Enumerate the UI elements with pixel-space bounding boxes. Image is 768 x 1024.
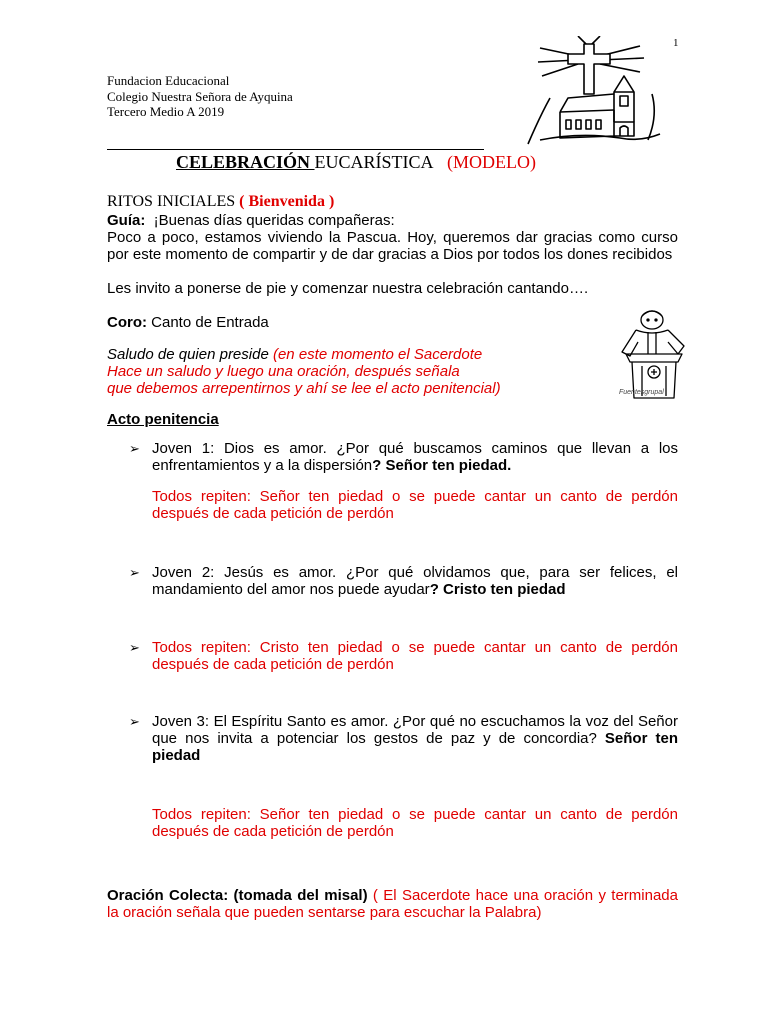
page-number: 1 [673,37,679,49]
coro-label: Coro: [107,314,147,331]
ritos-paragraph-2: Les invito a ponerse de pie y comenzar nuestra celebración cantando…. [107,280,589,297]
header-line-3: Tercero Medio A 2019 [107,104,225,119]
title-part-1: CELEBRACIÓN [176,152,315,172]
joven-3-bold: Señor ten piedad [152,730,679,764]
joven-2 [152,564,678,598]
oracion-colecta [107,887,678,921]
joven-1 [152,440,678,474]
title-part-3: (MODELO) [447,152,537,172]
title-part-2: EUCARÍSTICA [314,152,434,172]
section-heading-ritos [107,193,334,211]
oracion-bold: Oración Colecta: (tomada del misal) [107,887,368,904]
guia-line [107,212,677,229]
header-line-2: Colegio Nuestra Señora de Ayquina [107,89,293,104]
bullet-arrow-icon: ➢ [129,640,140,655]
page-title [176,152,536,173]
joven-3-text: Joven 3: El Espíritu Santo es amor. ¿Por qué no escuchamos la voz del Señor que nos invita a potenciar los gestos de paz y de concordia? [152,713,678,747]
bullet-arrow-icon: ➢ [129,441,140,456]
acto-heading: Acto penitencia [107,411,219,428]
coro-line [107,314,269,331]
header-divider [107,149,484,150]
saludo-red-2: Hace un saludo y luego una oración, después señala [107,363,460,380]
response-1: Todos repiten: Señor ten piedad o se puede cantar un canto de perdón después de cada petición de perdón [152,488,678,522]
oracion-red: ( El Sacerdote hace una oración y terminada la oración señala que pueden sentarse para escuchar la Palabra) [107,887,678,921]
joven-2-text: Joven 2: Jesús es amor. ¿Por qué olvidamos que, para ser felices, el mandamiento del amor nos puede ayudar [152,564,678,598]
church-illustration [520,36,670,148]
saludo-block [107,346,627,397]
joven-3 [152,713,678,764]
guia-label: Guía: [107,212,146,229]
ritos-paragraph-1: Poco a poco, estamos viviendo la Pascua. Hoy, queremos dar gracias como curso por este momento de compartir y de dar gracias a Dios por todos los dones recibidos [107,229,678,263]
saludo-red-1: (en este momento el Sacerdote [272,346,483,363]
guia-text: ¡Buenas días queridas compañeras: [145,212,395,229]
priest-caption: Fuentesgrupal [619,389,664,396]
ritos-heading: RITOS INICIALES [107,193,240,210]
saludo-black: Saludo de quien preside [107,346,273,363]
response-2: Todos repiten: Cristo ten piedad o se puede cantar un canto de perdón después de cada petición de perdón [152,639,678,673]
saludo-red-3: que debemos arrepentirnos y ahí se lee el acto penitencial) [107,380,501,397]
joven-1-text: Joven 1: Dios es amor. ¿Por qué buscamos caminos que llevan a los enfrentamientos y a la dispersión [152,440,678,474]
response-3: Todos repiten: Señor ten piedad o se puede cantar un canto de perdón después de cada petición de perdón [152,806,678,840]
bullet-arrow-icon: ➢ [129,565,140,580]
bullet-arrow-icon: ➢ [129,714,140,729]
coro-text: Canto de Entrada [147,314,269,331]
joven-2-bold: ? Cristo ten piedad [429,581,566,598]
ritos-heading-red: ( Bienvenida ) [239,193,335,210]
header-line-1: Fundacion Educacional [107,73,230,88]
joven-1-bold: ? Señor ten piedad. [372,457,512,474]
